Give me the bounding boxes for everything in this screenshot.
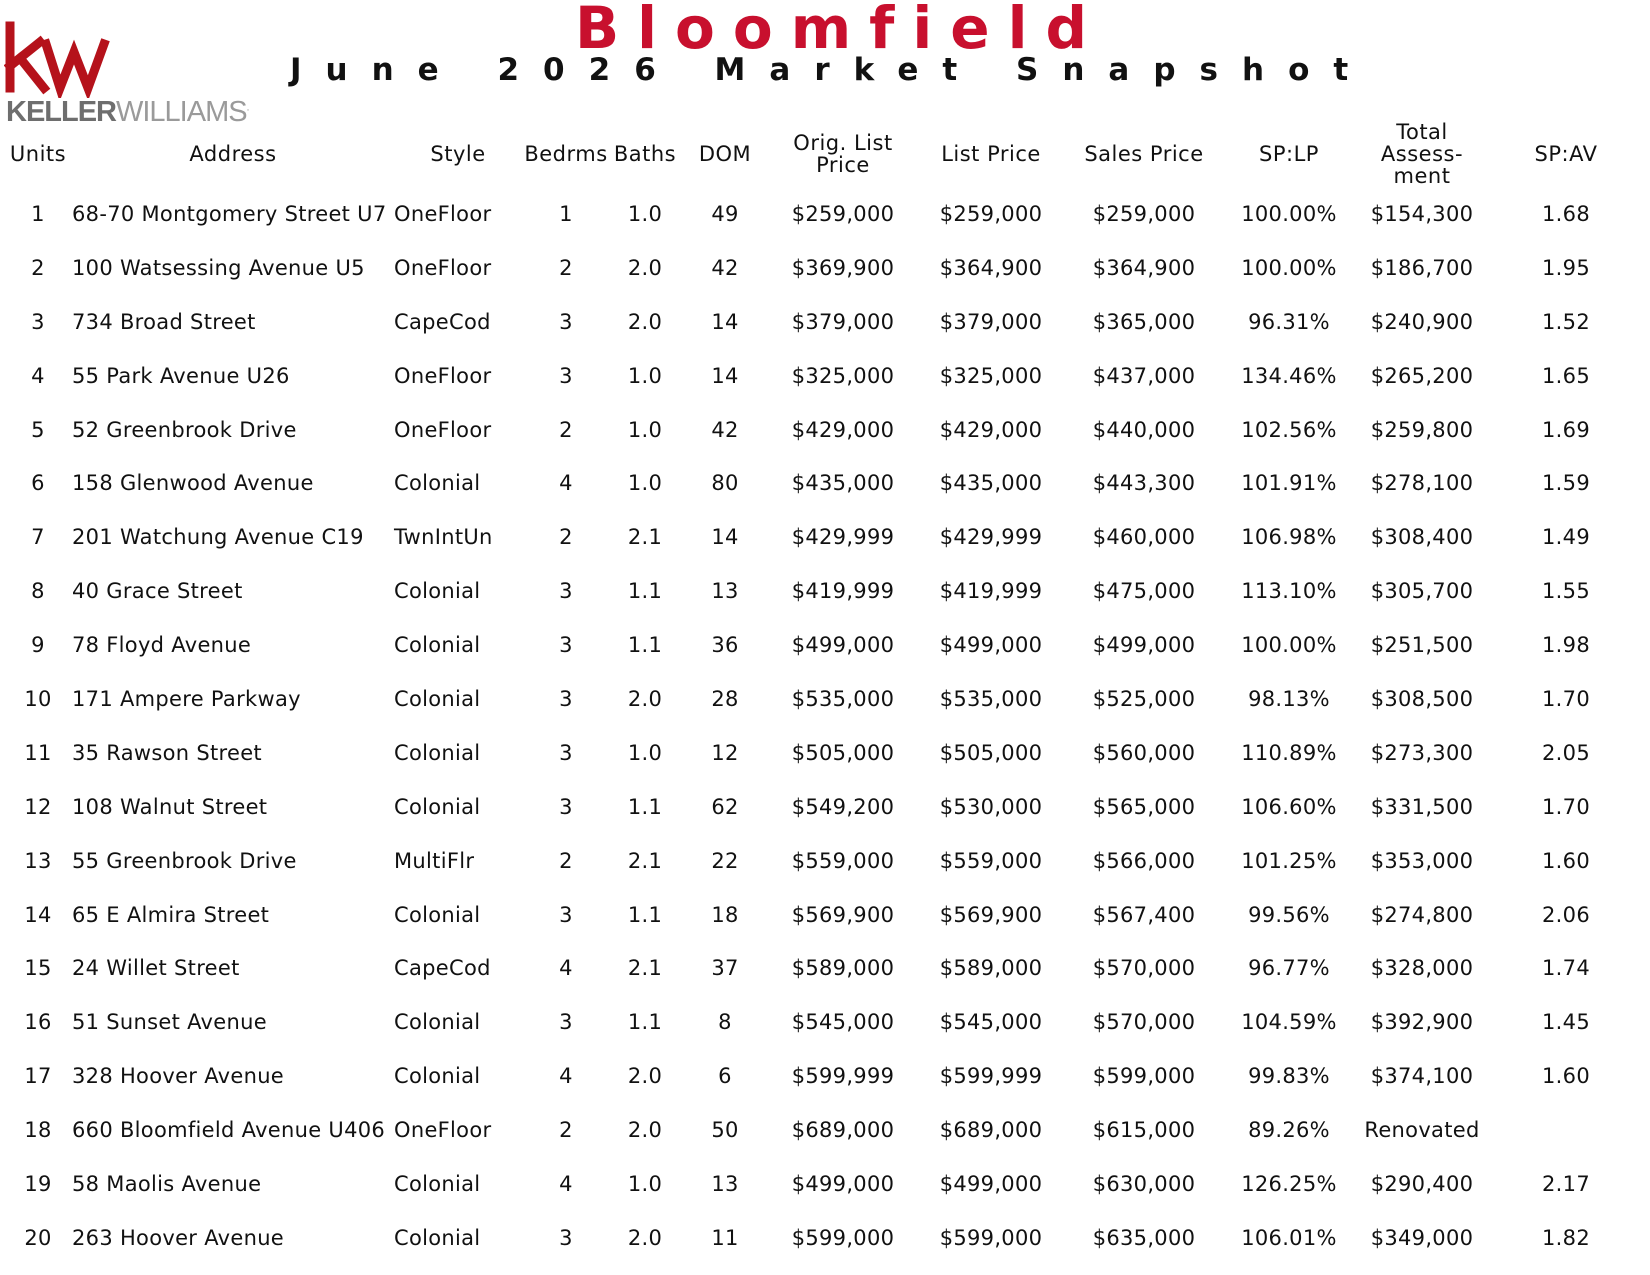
column-header-sp-av: SP:AV: [1534, 142, 1598, 166]
cell-sp-av: 1.95: [1542, 255, 1590, 280]
column-header-list-price: List Price: [941, 142, 1041, 166]
cell-style: OneFloor: [394, 201, 492, 226]
cell-total-assessment: $240,900: [1370, 309, 1474, 334]
cell-style: Colonial: [394, 1064, 481, 1089]
cell-orig-list-price: $429,000: [791, 417, 895, 442]
cell-address: 100 Watsessing Avenue U5: [72, 255, 365, 280]
cell-list-price: $589,000: [939, 956, 1043, 981]
cell-sales-price: $437,000: [1092, 363, 1196, 388]
cell-baths: 1.0: [627, 1171, 663, 1196]
cell-baths: 2.0: [627, 255, 663, 280]
page-subtitle: June 2026 Market Snapshot: [290, 52, 1373, 88]
cell-dom: 14: [711, 363, 739, 388]
cell-sp-av: [1488, 1103, 1644, 1157]
cell-bedrooms: 2: [559, 525, 573, 550]
table-row: [4, 1103, 1644, 1157]
cell-baths: 1.1: [627, 794, 663, 819]
cell-list-price: $505,000: [939, 740, 1043, 765]
cell-sales-price: $365,000: [1092, 309, 1196, 334]
cell-bedrooms: 3: [559, 363, 573, 388]
cell-style: Colonial: [394, 579, 481, 604]
cell-sp-lp: 110.89%: [1241, 740, 1337, 765]
cell-sp-av: 1.68: [1542, 201, 1590, 226]
cell-units: 14: [24, 902, 52, 927]
cell-dom: 62: [711, 794, 739, 819]
cell-sp-av: 1.70: [1542, 794, 1590, 819]
cell-sp-lp: 100.00%: [1241, 255, 1337, 280]
logo-wordmark: KELLERWILLIAMS.: [6, 96, 249, 128]
cell-baths: 2.1: [627, 956, 663, 981]
cell-list-price: $559,000: [939, 848, 1043, 873]
column-header-style: Style: [430, 142, 486, 166]
table-row: [4, 510, 1644, 564]
column-header-units: Units: [9, 142, 67, 166]
cell-list-price: $689,000: [939, 1118, 1043, 1143]
cell-list-price: $364,900: [939, 255, 1043, 280]
cell-dom: 50: [711, 1118, 739, 1143]
cell-baths: 2.0: [627, 1118, 663, 1143]
cell-sp-lp: 113.10%: [1241, 579, 1337, 604]
cell-dom: 6: [718, 1064, 732, 1089]
cell-baths: 1.0: [627, 740, 663, 765]
cell-total-assessment: $274,800: [1370, 902, 1474, 927]
keller-williams-logo: [4, 18, 249, 128]
cell-baths: 1.0: [627, 471, 663, 496]
cell-sp-lp: 106.98%: [1241, 525, 1337, 550]
cell-orig-list-price: $599,999: [791, 1064, 895, 1089]
cell-bedrooms: 3: [559, 309, 573, 334]
cell-orig-list-price: $379,000: [791, 309, 895, 334]
cell-sp-av: 1.70: [1542, 686, 1590, 711]
cell-style: Colonial: [394, 740, 481, 765]
cell-sp-av: 2.17: [1542, 1171, 1590, 1196]
cell-total-assessment: $278,100: [1370, 471, 1474, 496]
cell-sales-price: $475,000: [1092, 579, 1196, 604]
page-title: Bloomfield: [574, 0, 1106, 62]
cell-units: 10: [24, 686, 52, 711]
cell-address: 660 Bloomfield Avenue U406: [72, 1118, 386, 1143]
cell-sp-lp: 96.77%: [1248, 956, 1330, 981]
cell-list-price: $259,000: [939, 201, 1043, 226]
cell-style: MultiFlr: [394, 848, 475, 873]
cell-baths: 1.1: [627, 633, 663, 658]
cell-sales-price: $259,000: [1092, 201, 1196, 226]
cell-sp-av: 1.65: [1542, 363, 1590, 388]
cell-orig-list-price: $559,000: [791, 848, 895, 873]
table-row: [4, 941, 1644, 995]
cell-style: OneFloor: [394, 417, 492, 442]
cell-dom: 12: [711, 740, 739, 765]
cell-units: 9: [31, 633, 45, 658]
cell-orig-list-price: $599,000: [791, 1225, 895, 1250]
cell-bedrooms: 3: [559, 1225, 573, 1250]
cell-bedrooms: 4: [559, 956, 573, 981]
cell-style: Colonial: [394, 686, 481, 711]
cell-total-assessment: $305,700: [1370, 579, 1474, 604]
cell-style: Colonial: [394, 902, 481, 927]
cell-orig-list-price: $435,000: [791, 471, 895, 496]
cell-sp-lp: 99.83%: [1248, 1064, 1330, 1089]
cell-dom: 42: [711, 417, 739, 442]
cell-baths: 1.1: [627, 1010, 663, 1035]
cell-units: 6: [31, 471, 45, 496]
cell-sp-av: 1.49: [1542, 525, 1590, 550]
cell-orig-list-price: $429,999: [791, 525, 895, 550]
cell-orig-list-price: $499,000: [791, 633, 895, 658]
table-row: [4, 726, 1644, 780]
cell-bedrooms: 3: [559, 579, 573, 604]
cell-address: 78 Floyd Avenue: [72, 633, 252, 658]
cell-sales-price: $615,000: [1092, 1118, 1196, 1143]
cell-units: 8: [31, 579, 45, 604]
cell-bedrooms: 3: [559, 1010, 573, 1035]
table-row: [4, 187, 1644, 241]
cell-list-price: $325,000: [939, 363, 1043, 388]
cell-sp-av: 1.45: [1542, 1010, 1590, 1035]
cell-total-assessment: $353,000: [1370, 848, 1474, 873]
cell-sp-av: 1.52: [1542, 309, 1590, 334]
cell-orig-list-price: $419,999: [791, 579, 895, 604]
table-row: [4, 995, 1644, 1049]
cell-address: 51 Sunset Avenue: [72, 1010, 267, 1035]
cell-address: 52 Greenbrook Drive: [72, 417, 297, 442]
cell-baths: 1.1: [627, 902, 663, 927]
cell-units: 5: [31, 417, 45, 442]
cell-address: 55 Greenbrook Drive: [72, 848, 297, 873]
cell-sp-lp: 101.25%: [1241, 848, 1337, 873]
cell-sp-av: 1.60: [1542, 1064, 1590, 1089]
cell-bedrooms: 3: [559, 794, 573, 819]
cell-sales-price: $525,000: [1092, 686, 1196, 711]
cell-orig-list-price: $499,000: [791, 1171, 895, 1196]
cell-sp-lp: 106.60%: [1241, 794, 1337, 819]
cell-sales-price: $499,000: [1092, 633, 1196, 658]
cell-dom: 13: [711, 1171, 739, 1196]
cell-baths: 2.0: [627, 1225, 663, 1250]
cell-baths: 1.1: [627, 579, 663, 604]
cell-dom: 14: [711, 309, 739, 334]
cell-dom: 36: [711, 633, 739, 658]
column-header-sales-price: Sales Price: [1084, 142, 1204, 166]
cell-sp-lp: 102.56%: [1241, 417, 1337, 442]
cell-sales-price: $443,300: [1092, 471, 1196, 496]
cell-sales-price: $364,900: [1092, 255, 1196, 280]
cell-sp-av: 2.06: [1542, 902, 1590, 927]
cell-baths: 1.0: [627, 201, 663, 226]
cell-list-price: $545,000: [939, 1010, 1043, 1035]
kw-logo-mark-icon: [4, 18, 114, 98]
table-row: [4, 403, 1644, 457]
cell-sp-lp: 100.00%: [1241, 633, 1337, 658]
cell-sp-lp: 126.25%: [1241, 1171, 1337, 1196]
cell-orig-list-price: $325,000: [791, 363, 895, 388]
table-row: [4, 888, 1644, 942]
cell-sp-lp: 98.13%: [1248, 686, 1330, 711]
cell-address: 328 Hoover Avenue: [72, 1064, 285, 1089]
cell-style: Colonial: [394, 471, 481, 496]
cell-total-assessment: $186,700: [1370, 255, 1474, 280]
cell-list-price: $435,000: [939, 471, 1043, 496]
cell-baths: 2.0: [627, 1064, 663, 1089]
cell-style: Colonial: [394, 633, 481, 658]
cell-sales-price: $599,000: [1092, 1064, 1196, 1089]
cell-bedrooms: 4: [559, 1171, 573, 1196]
cell-dom: 28: [711, 686, 739, 711]
cell-list-price: $379,000: [939, 309, 1043, 334]
cell-bedrooms: 1: [559, 201, 573, 226]
cell-total-assessment: $392,900: [1370, 1010, 1474, 1035]
table-row: [4, 834, 1644, 888]
cell-sales-price: $570,000: [1092, 1010, 1196, 1035]
cell-address: 65 E Almira Street: [72, 902, 270, 927]
cell-baths: 2.1: [627, 525, 663, 550]
cell-total-assessment: $308,500: [1370, 686, 1474, 711]
cell-style: CapeCod: [394, 956, 491, 981]
cell-bedrooms: 4: [559, 1064, 573, 1089]
cell-orig-list-price: $569,900: [791, 902, 895, 927]
cell-list-price: $569,900: [939, 902, 1043, 927]
cell-sp-lp: 100.00%: [1241, 201, 1337, 226]
cell-dom: 18: [711, 902, 739, 927]
cell-units: 11: [24, 740, 52, 765]
cell-list-price: $499,000: [939, 633, 1043, 658]
cell-style: OneFloor: [394, 1118, 492, 1143]
cell-total-assessment: $290,400: [1370, 1171, 1474, 1196]
cell-address: 40 Grace Street: [72, 579, 243, 604]
cell-address: 55 Park Avenue U26: [72, 363, 290, 388]
cell-baths: 1.0: [627, 363, 663, 388]
cell-units: 15: [24, 956, 52, 981]
cell-units: 13: [24, 848, 52, 873]
cell-total-assessment: $331,500: [1370, 794, 1474, 819]
cell-address: 201 Watchung Avenue C19: [72, 525, 364, 550]
cell-orig-list-price: $259,000: [791, 201, 895, 226]
cell-total-assessment: Renovated: [1364, 1118, 1480, 1143]
cell-baths: 2.0: [627, 686, 663, 711]
cell-orig-list-price: $549,200: [791, 794, 895, 819]
cell-list-price: $535,000: [939, 686, 1043, 711]
cell-address: 734 Broad Street: [72, 309, 256, 334]
column-header-orig-list-price: Orig. List Price: [793, 131, 893, 177]
column-header-baths: Baths: [613, 142, 677, 166]
cell-sales-price: $460,000: [1092, 525, 1196, 550]
cell-units: 3: [31, 309, 45, 334]
cell-sp-lp: 104.59%: [1241, 1010, 1337, 1035]
table-row: [4, 295, 1644, 349]
cell-orig-list-price: $369,900: [791, 255, 895, 280]
table-row: [4, 618, 1644, 672]
cell-address: 58 Maolis Avenue: [72, 1171, 262, 1196]
cell-style: CapeCod: [394, 309, 491, 334]
cell-sp-lp: 89.26%: [1248, 1118, 1330, 1143]
cell-style: TwnIntUn: [394, 525, 493, 550]
cell-list-price: $429,000: [939, 417, 1043, 442]
cell-style: OneFloor: [394, 363, 492, 388]
cell-sales-price: $566,000: [1092, 848, 1196, 873]
table-body: [4, 187, 1644, 1265]
cell-address: 35 Rawson Street: [72, 740, 262, 765]
cell-units: 12: [24, 794, 52, 819]
cell-sp-lp: 101.91%: [1241, 471, 1337, 496]
cell-units: 19: [24, 1171, 52, 1196]
table-row: [4, 780, 1644, 834]
column-header-address: Address: [189, 142, 277, 166]
cell-bedrooms: 3: [559, 686, 573, 711]
cell-sp-lp: 99.56%: [1248, 902, 1330, 927]
cell-style: Colonial: [394, 1171, 481, 1196]
cell-bedrooms: 3: [559, 902, 573, 927]
cell-bedrooms: 2: [559, 255, 573, 280]
cell-total-assessment: $328,000: [1370, 956, 1474, 981]
table-row: [4, 1157, 1644, 1211]
cell-dom: 14: [711, 525, 739, 550]
cell-list-price: $419,999: [939, 579, 1043, 604]
cell-list-price: $499,000: [939, 1171, 1043, 1196]
cell-dom: 13: [711, 579, 739, 604]
cell-bedrooms: 2: [559, 417, 573, 442]
cell-sales-price: $570,000: [1092, 956, 1196, 981]
cell-dom: 80: [711, 471, 739, 496]
market-snapshot-table: [4, 121, 1644, 1265]
cell-dom: 11: [711, 1225, 739, 1250]
cell-sp-av: 2.05: [1542, 740, 1590, 765]
table-row: [4, 1211, 1644, 1265]
cell-orig-list-price: $589,000: [791, 956, 895, 981]
cell-units: 4: [31, 363, 45, 388]
cell-baths: 2.1: [627, 848, 663, 873]
cell-units: 1: [31, 201, 45, 226]
cell-sp-av: 1.74: [1542, 956, 1590, 981]
cell-list-price: $530,000: [939, 794, 1043, 819]
column-header-dom: DOM: [698, 142, 752, 166]
cell-units: 7: [31, 525, 45, 550]
cell-total-assessment: $259,800: [1370, 417, 1474, 442]
cell-sales-price: $630,000: [1092, 1171, 1196, 1196]
cell-sp-av: 1.98: [1542, 633, 1590, 658]
cell-list-price: $599,000: [939, 1225, 1043, 1250]
cell-sp-av: 1.59: [1542, 471, 1590, 496]
cell-total-assessment: $273,300: [1370, 740, 1474, 765]
cell-bedrooms: 4: [559, 471, 573, 496]
cell-units: 2: [31, 255, 45, 280]
column-header-sp-lp: SP:LP: [1259, 142, 1319, 166]
cell-orig-list-price: $505,000: [791, 740, 895, 765]
cell-dom: 42: [711, 255, 739, 280]
cell-sales-price: $635,000: [1092, 1225, 1196, 1250]
table-row: [4, 564, 1644, 618]
cell-sp-av: 1.82: [1542, 1225, 1590, 1250]
table-row: [4, 241, 1644, 295]
table-header-row: [4, 121, 1644, 187]
cell-bedrooms: 2: [559, 848, 573, 873]
cell-address: 263 Hoover Avenue: [72, 1225, 285, 1250]
cell-bedrooms: 2: [559, 1118, 573, 1143]
cell-orig-list-price: $545,000: [791, 1010, 895, 1035]
cell-baths: 2.0: [627, 309, 663, 334]
cell-sp-lp: 96.31%: [1248, 309, 1330, 334]
cell-list-price: $599,999: [939, 1064, 1043, 1089]
cell-units: 17: [24, 1064, 52, 1089]
cell-bedrooms: 3: [559, 740, 573, 765]
cell-total-assessment: $349,000: [1370, 1225, 1474, 1250]
cell-address: 158 Glenwood Avenue: [72, 471, 314, 496]
table-row: [4, 456, 1644, 510]
cell-units: 16: [24, 1010, 52, 1035]
cell-sp-lp: 134.46%: [1241, 363, 1337, 388]
cell-orig-list-price: $535,000: [791, 686, 895, 711]
cell-sp-lp: 106.01%: [1241, 1225, 1337, 1250]
cell-address: 24 Willet Street: [72, 956, 240, 981]
table-row: [4, 1049, 1644, 1103]
table-row: [4, 672, 1644, 726]
cell-address: 108 Walnut Street: [72, 794, 268, 819]
cell-bedrooms: 3: [559, 633, 573, 658]
cell-style: Colonial: [394, 1010, 481, 1035]
cell-sp-av: 1.60: [1542, 848, 1590, 873]
cell-dom: 37: [711, 956, 739, 981]
cell-sp-av: 1.55: [1542, 579, 1590, 604]
column-header-total-assessment: Total Assess-ment: [1380, 120, 1464, 188]
cell-orig-list-price: $689,000: [791, 1118, 895, 1143]
column-header-bedrooms: Bedrms: [524, 142, 608, 166]
cell-list-price: $429,999: [939, 525, 1043, 550]
cell-dom: 49: [711, 201, 739, 226]
cell-sales-price: $567,400: [1092, 902, 1196, 927]
cell-units: 20: [24, 1225, 52, 1250]
cell-dom: 22: [711, 848, 739, 873]
cell-style: Colonial: [394, 794, 481, 819]
cell-total-assessment: $251,500: [1370, 633, 1474, 658]
cell-address: 68-70 Montgomery Street U7: [72, 201, 387, 226]
cell-total-assessment: $308,400: [1370, 525, 1474, 550]
cell-style: OneFloor: [394, 255, 492, 280]
cell-total-assessment: $374,100: [1370, 1064, 1474, 1089]
table-row: [4, 349, 1644, 403]
cell-style: Colonial: [394, 1225, 481, 1250]
cell-units: 18: [24, 1118, 52, 1143]
cell-address: 171 Ampere Parkway: [72, 686, 301, 711]
cell-sales-price: $560,000: [1092, 740, 1196, 765]
cell-sp-av: 1.69: [1542, 417, 1590, 442]
cell-sales-price: $565,000: [1092, 794, 1196, 819]
cell-total-assessment: $265,200: [1370, 363, 1474, 388]
cell-sales-price: $440,000: [1092, 417, 1196, 442]
cell-baths: 1.0: [627, 417, 663, 442]
cell-total-assessment: $154,300: [1370, 201, 1474, 226]
cell-dom: 8: [718, 1010, 732, 1035]
